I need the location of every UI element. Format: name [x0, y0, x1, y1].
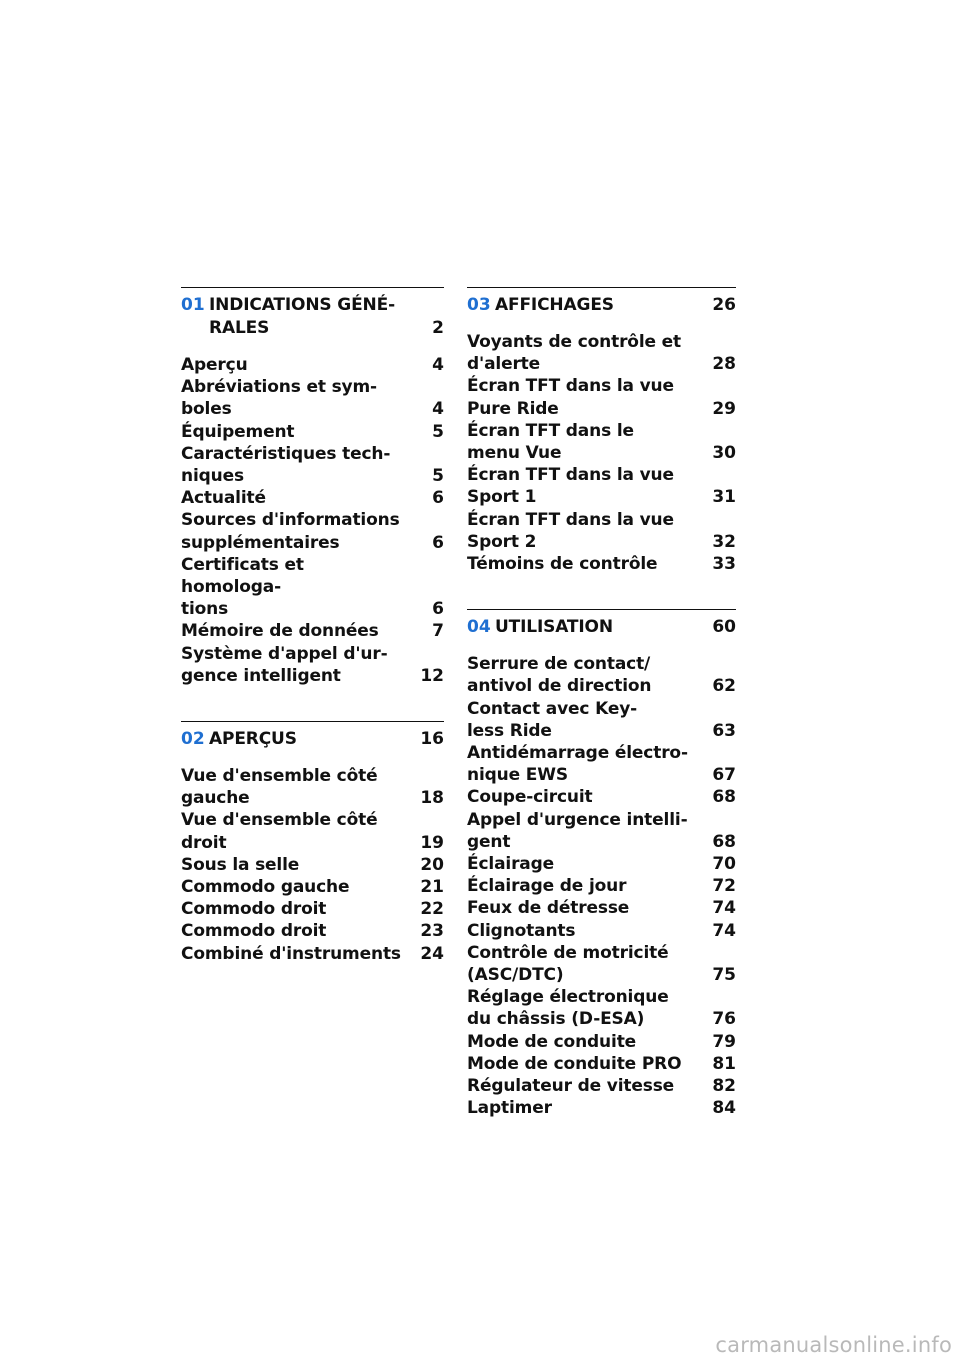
toc-entry-title: Témoins de contrôle [467, 554, 658, 575]
toc-entry-title: Sous la selle [181, 854, 300, 875]
toc-entry-title: Commodo droit [181, 899, 327, 920]
toc-entry-page: 81 [712, 1053, 736, 1074]
toc-entry-page: 20 [420, 854, 444, 875]
section-title: AFFICHAGES [495, 295, 614, 315]
toc-entry-page: 5 [432, 466, 444, 487]
toc-entry-title: Écran TFT dans la vue Pure Ride [467, 376, 674, 419]
toc-entry-title: Écran TFT dans la vue Sport 2 [467, 509, 674, 552]
toc-entry[interactable] [467, 986, 736, 1030]
toc-entry[interactable] [467, 742, 736, 786]
toc-entry[interactable] [181, 487, 444, 509]
toc-entry-title: Contact avec Key- less Ride [467, 698, 638, 741]
toc-entry-title: Commodo droit [181, 921, 327, 942]
section-title: UTILISATION [495, 617, 613, 638]
toc-entry-title: Appel d'urgence intelli- gent [467, 809, 688, 852]
toc-entry[interactable] [181, 809, 444, 853]
toc-entry-title: Écran TFT dans la vue Sport 1 [467, 465, 674, 508]
toc-entry-page: 70 [712, 854, 736, 875]
toc-entry-page: 32 [712, 531, 736, 552]
toc-entry-page: 67 [712, 765, 736, 786]
toc-entry[interactable] [467, 653, 736, 697]
toc-section [181, 287, 444, 687]
toc-entry-title: Réglage électronique du châssis (D-ESA) [467, 987, 669, 1030]
toc-entry-page: 76 [712, 1009, 736, 1030]
toc-entry[interactable] [181, 354, 444, 376]
section-number: 02 [181, 729, 205, 750]
toc-entry-page: 6 [432, 532, 444, 553]
toc-entry-page: 4 [432, 355, 444, 375]
toc-entry-title: Feux de détresse [467, 898, 630, 919]
toc-entry-title: Système d'appel d'ur- gence intelligent [181, 643, 388, 686]
toc-entry-page: 68 [712, 831, 736, 852]
toc-entry-page: 31 [712, 487, 736, 508]
section-title: APERÇUS [209, 729, 297, 750]
toc-entry-page: 33 [712, 554, 736, 575]
watermark: carmanualsonline.info [715, 1333, 952, 1357]
toc-entry[interactable] [467, 1075, 736, 1097]
toc-entry-page: 68 [712, 787, 736, 808]
section-heading[interactable] [181, 721, 444, 751]
toc-entry[interactable] [181, 376, 444, 420]
toc-entry-page: 12 [420, 665, 444, 686]
toc-entry[interactable] [467, 809, 736, 853]
toc-entry[interactable] [181, 509, 444, 553]
toc-entry-page: 5 [432, 421, 444, 442]
toc-entry-title: Mode de conduite PRO [467, 1053, 682, 1074]
toc-entry-title: Laptimer [467, 1098, 552, 1119]
toc-entry[interactable] [467, 942, 736, 986]
toc-entry-title: Clignotants [467, 920, 576, 941]
toc-entry-title: Sources d'informations supplémentaires [181, 510, 400, 553]
toc-entry-page: 75 [712, 965, 736, 986]
toc-section [467, 287, 736, 575]
toc-entry-title: Coupe-circuit [467, 787, 593, 808]
toc-section [467, 609, 736, 1119]
toc-entry-title: Mémoire de données [181, 621, 379, 642]
toc-entry-title: Voyants de contrôle et d'alerte [467, 332, 682, 375]
toc-entry-page: 24 [420, 943, 444, 964]
toc-entry-title: Aperçu [181, 355, 248, 375]
section-heading[interactable] [467, 609, 736, 639]
toc-entry[interactable] [181, 920, 444, 942]
toc-entry[interactable] [467, 1053, 736, 1075]
toc-entry-page: 29 [712, 398, 736, 419]
toc-entry-page: 19 [420, 832, 444, 853]
section-page: 26 [712, 295, 736, 315]
toc-entry-page: 63 [712, 720, 736, 741]
section-heading[interactable] [467, 287, 736, 317]
toc-entry-title: Abréviations et sym- boles [181, 377, 377, 420]
toc-entry[interactable] [181, 620, 444, 642]
toc-entry[interactable] [181, 943, 444, 965]
toc-entry-title: Combiné d'instruments [181, 943, 401, 964]
toc-entry-title: Éclairage de jour [467, 876, 627, 897]
toc-entry-title: Contrôle de motricité (ASC/DTC) [467, 942, 669, 986]
toc-entry-page: 6 [432, 599, 444, 620]
section-heading[interactable] [181, 287, 444, 340]
section-page: 2 [432, 318, 444, 338]
toc-entry-page: 18 [420, 788, 444, 809]
toc-entry-page: 4 [432, 399, 444, 420]
toc-entry[interactable] [467, 420, 736, 464]
toc-entry-page: 7 [432, 621, 444, 642]
toc-entry-page: 82 [712, 1076, 736, 1097]
toc-entry[interactable] [467, 509, 736, 553]
toc-entry-page: 74 [712, 920, 736, 941]
toc-column-left [181, 287, 444, 965]
toc-entry-page: 84 [712, 1098, 736, 1119]
toc-entry-title: Éclairage [467, 854, 555, 875]
toc-entry-page: 74 [712, 898, 736, 919]
toc-entry[interactable] [467, 786, 736, 808]
section-number: 04 [467, 617, 491, 638]
toc-entry[interactable] [181, 876, 444, 898]
toc-entry[interactable] [467, 553, 736, 575]
toc-entry[interactable] [467, 920, 736, 942]
section-page: 60 [712, 617, 736, 638]
toc-entry-page: 6 [432, 488, 444, 509]
toc-entry-title: Antidémarrage électro- nique EWS [467, 743, 688, 786]
toc-entry[interactable] [467, 1031, 736, 1053]
toc-entry[interactable] [467, 698, 736, 742]
toc-entry[interactable] [181, 554, 444, 621]
toc-entry[interactable] [467, 375, 736, 419]
toc-entry-page: 22 [420, 899, 444, 920]
section-page: 16 [420, 729, 444, 750]
toc-entry-title: Caractéristiques tech- niques [181, 443, 391, 487]
toc-entry[interactable] [467, 464, 736, 508]
toc-entry-page: 30 [712, 443, 736, 464]
toc-entry[interactable] [467, 1097, 736, 1119]
toc-entry-title: Mode de conduite [467, 1031, 637, 1052]
toc-entry[interactable] [181, 898, 444, 920]
toc-entry[interactable] [181, 643, 444, 687]
toc-entry[interactable] [467, 331, 736, 375]
toc-entry-title: Vue d'ensemble côté droit [181, 810, 378, 853]
toc-entry[interactable] [181, 443, 444, 487]
toc-entry-page: 72 [712, 876, 736, 897]
toc-entry-title: Régulateur de vitesse [467, 1076, 675, 1097]
toc-entry-page: 21 [420, 877, 444, 898]
toc-entry[interactable] [181, 765, 444, 809]
toc-entry[interactable] [181, 421, 444, 443]
section-spacer [181, 687, 444, 721]
toc-section [181, 721, 444, 965]
toc-entry[interactable] [467, 897, 736, 919]
toc-entry-title: Équipement [181, 421, 295, 442]
toc-entry-title: Certificats et homologa- tions [181, 554, 304, 620]
toc-entry-title: Écran TFT dans le menu Vue [467, 420, 634, 464]
section-title: INDICATIONS GÉNÉ- RALES [209, 295, 395, 338]
section-number: 03 [467, 295, 491, 315]
toc-entry-title: Vue d'ensemble côté gauche [181, 766, 378, 809]
section-number: 01 [181, 295, 205, 315]
toc-entry-page: 62 [712, 676, 736, 697]
toc-column-right [467, 287, 736, 1120]
toc-entry[interactable] [181, 854, 444, 876]
toc-entry-page: 23 [420, 921, 444, 942]
toc-entry[interactable] [467, 853, 736, 875]
toc-entry[interactable] [467, 875, 736, 897]
section-spacer [467, 575, 736, 609]
toc-entry-title: Serrure de contact/ antivol de direction [467, 654, 652, 697]
toc-entry-page: 79 [712, 1031, 736, 1052]
toc-entry-page: 28 [712, 354, 736, 375]
toc-entry-title: Commodo gauche [181, 877, 350, 898]
toc-entry-title: Actualité [181, 488, 266, 509]
